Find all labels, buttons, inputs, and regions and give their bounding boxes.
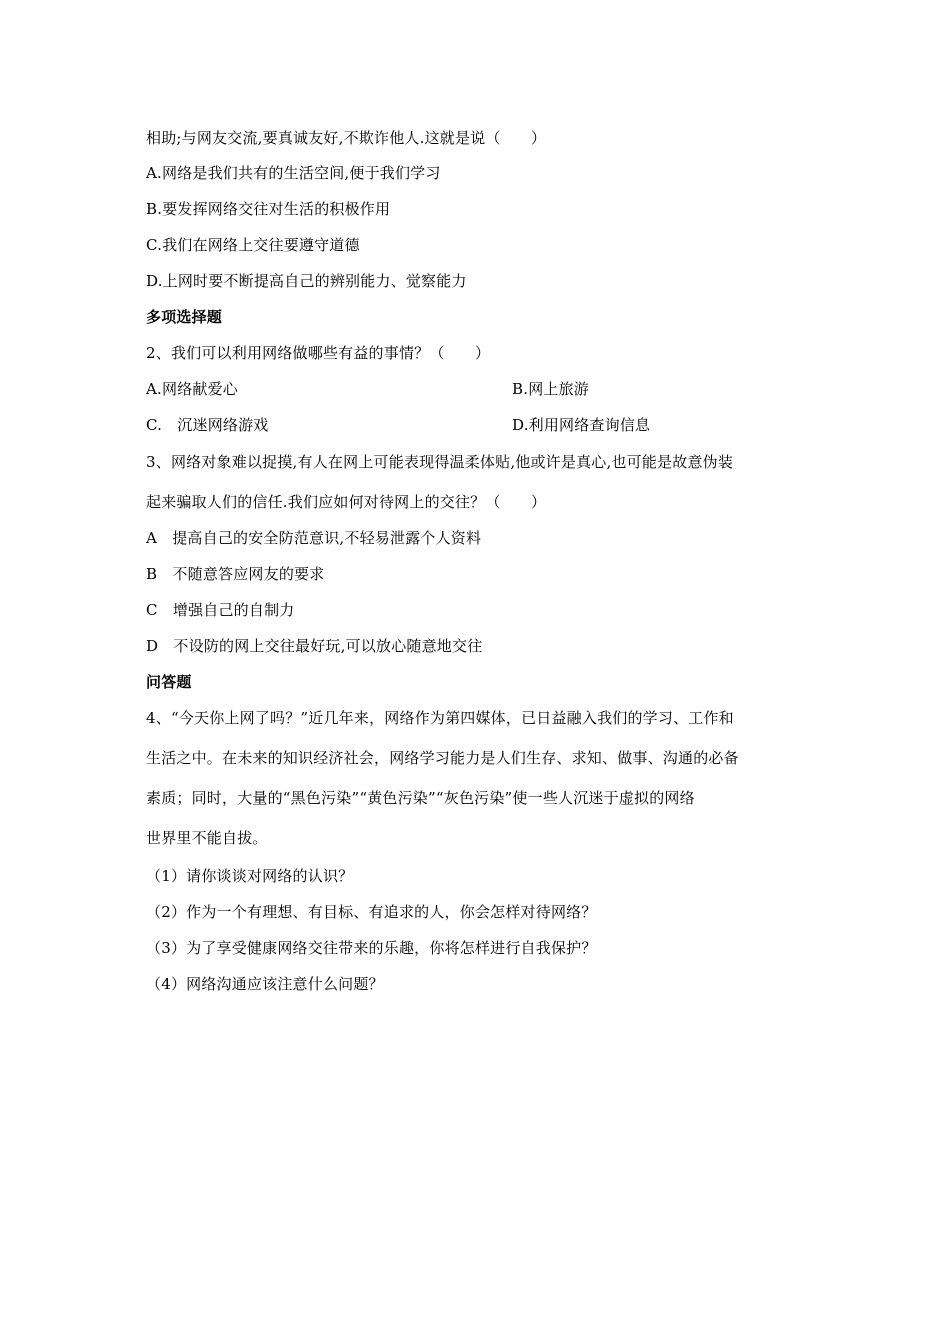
q1-option-c: C.我们在网络上交往要遵守道德 xyxy=(146,236,360,254)
q4-stem-line2: 生活之中。在未来的知识经济社会，网络学习能力是人们生存、求知、做事、沟通的必备 xyxy=(146,749,739,767)
q2-option-b: B.网上旅游 xyxy=(512,380,589,398)
q4-stem-line4: 世界里不能自拔。 xyxy=(146,829,268,847)
q4-sub-1: （1）请你谈谈对网络的认识？ xyxy=(146,867,354,885)
q4-stem-line3: 素质；同时，大量的“黑色污染”“黄色污染”“灰色污染”使一些人沉迷于虚拟的网络 xyxy=(146,789,695,807)
q4-sub-2: （2）作为一个有理想、有目标、有追求的人，你会怎样对待网络？ xyxy=(146,903,597,921)
q3-stem-line2: 起来骗取人们的信任.我们应如何对待网上的交往？（ ） xyxy=(146,493,547,511)
q1-option-b: B.要发挥网络交往对生活的积极作用 xyxy=(146,200,391,218)
q4-stem-line1: 4、“今天你上网了吗？”近几年来，网络作为第四媒体，已日益融入我们的学习、工作和 xyxy=(146,709,734,727)
q1-option-a: A.网络是我们共有的生活空间,便于我们学习 xyxy=(146,164,441,182)
q3-option-c: C 增强自己的自制力 xyxy=(146,601,295,619)
section-heading-qa: 问答题 xyxy=(146,673,192,691)
q3-option-b: B 不随意答应网友的要求 xyxy=(146,565,325,583)
q1-option-d: D.上网时要不断提高自己的辨别能力、觉察能力 xyxy=(146,272,467,290)
q2-option-a: A.网络献爱心 xyxy=(146,380,239,398)
q1-stem-tail: 相助;与网友交流,要真诚友好,不欺诈他人.这就是说（ ） xyxy=(146,129,547,147)
q3-stem-line1: 3、网络对象难以捉摸,有人在网上可能表现得温柔体贴,他或许是真心,也可能是故意伪装 xyxy=(146,453,734,471)
q4-sub-3: （3）为了享受健康网络交往带来的乐趣，你将怎样进行自我保护？ xyxy=(146,939,597,957)
q2-stem: 2、我们可以利用网络做哪些有益的事情？（ ） xyxy=(146,344,491,362)
q3-option-d: D 不设防的网上交往最好玩,可以放心随意地交往 xyxy=(146,637,483,655)
q2-option-d: D.利用网络查询信息 xyxy=(512,416,651,434)
q3-option-a: A 提高自己的安全防范意识,不轻易泄露个人资料 xyxy=(146,529,482,547)
q4-sub-4: （4）网络沟通应该注意什么问题？ xyxy=(146,975,384,993)
section-heading-multi: 多项选择题 xyxy=(146,308,223,326)
q2-option-c: C. 沉迷网络游戏 xyxy=(146,416,269,434)
